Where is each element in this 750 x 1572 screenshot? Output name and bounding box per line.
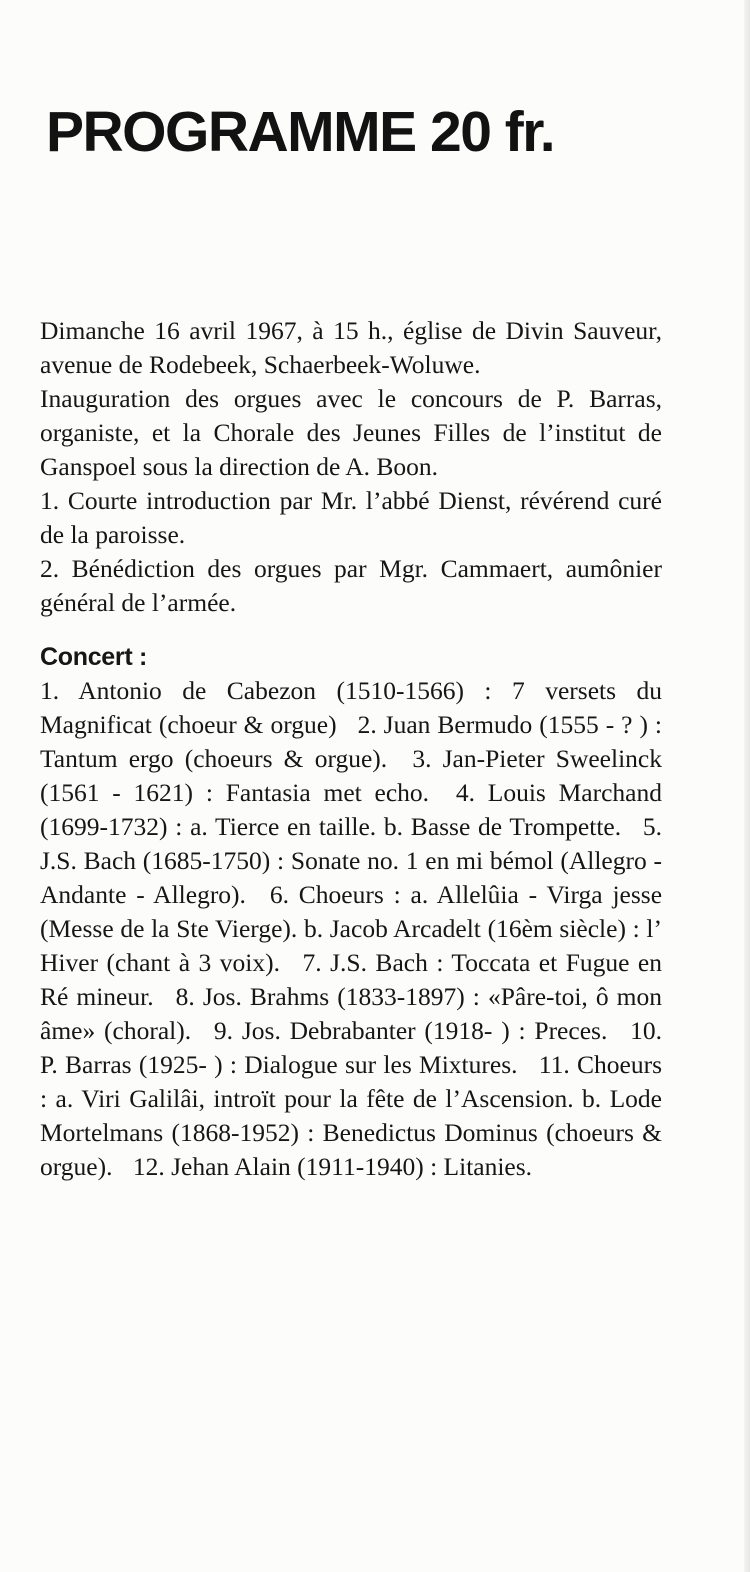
ceremony-step: 1. Courte introduction par Mr. l’abbé Dienst, révérend curé de la paroisse.	[40, 486, 662, 549]
concert-program-list	[40, 674, 662, 1184]
concert-item: 11. Choeurs : a. Viri Galilâi, introït pour la fête de l’Ascension. b. Lode Mortelmans (1868-1952) : Benedictus Dominus (choeurs & orgue).	[40, 1050, 662, 1181]
inauguration-details: Inauguration des orgues avec le concours de P. Barras, organiste, et la Chorale des Jeunes Filles de l’institut de Ganspoel sous la direction de A. Boon.	[40, 384, 662, 481]
event-details: Dimanche 16 avril 1967, à 15 h., église de Divin Sauveur, avenue de Rodebeek, Schaerbeek-Woluwe.	[40, 316, 662, 379]
page-edge	[744, 0, 750, 1572]
ceremony-step: 2. Bénédiction des orgues par Mgr. Cammaert, aumônier général de l’armée.	[40, 554, 662, 617]
concert-item: 12. Jehan Alain (1911-1940) : Litanies.	[132, 1152, 533, 1181]
concert-item: 5. J.S. Bach (1685-1750) : Sonate no. 1 en mi bémol (Allegro - Andante - Allegro).	[40, 812, 663, 909]
concert-item: 8. Jos. Brahms (1833-1897) : «Pâre-toi, ô mon âme» (choral).	[40, 982, 662, 1045]
concert-item: 3. Jan-Pieter Sweelinck (1561 - 1621) : Fantasia met echo.	[40, 744, 662, 807]
concert-item: 1. Antonio de Cabezon (1510-1566) : 7 versets du Magnificat (choeur & orgue)	[40, 676, 662, 739]
concert-heading: Concert :	[40, 643, 148, 671]
concert-item: 6. Choeurs : a. Allelûia - Virga jesse (Messe de la Ste Vierge). b. Jacob Arcadelt (16èm siècle) : l’ Hiver (chant à 3 voix).	[40, 880, 663, 977]
concert-item: 9. Jos. Debrabanter (1918- ) : Preces.	[213, 1016, 608, 1045]
program-title: PROGRAMME 20 fr.	[46, 100, 555, 164]
concert-item: 10. P. Barras (1925- ) : Dialogue sur les Mixtures.	[40, 1016, 663, 1079]
concert-item: 7. J.S. Bach : Toccata et Fugue en Ré mineur.	[40, 948, 662, 1011]
program-body	[40, 314, 662, 1184]
concert-item: 2. Juan Bermudo (1555 - ? ) : Tantum ergo (choeurs & orgue).	[40, 710, 662, 773]
concert-item: 4. Louis Marchand (1699-1732) : a. Tierce en taille. b. Basse de Trompette.	[40, 778, 662, 841]
